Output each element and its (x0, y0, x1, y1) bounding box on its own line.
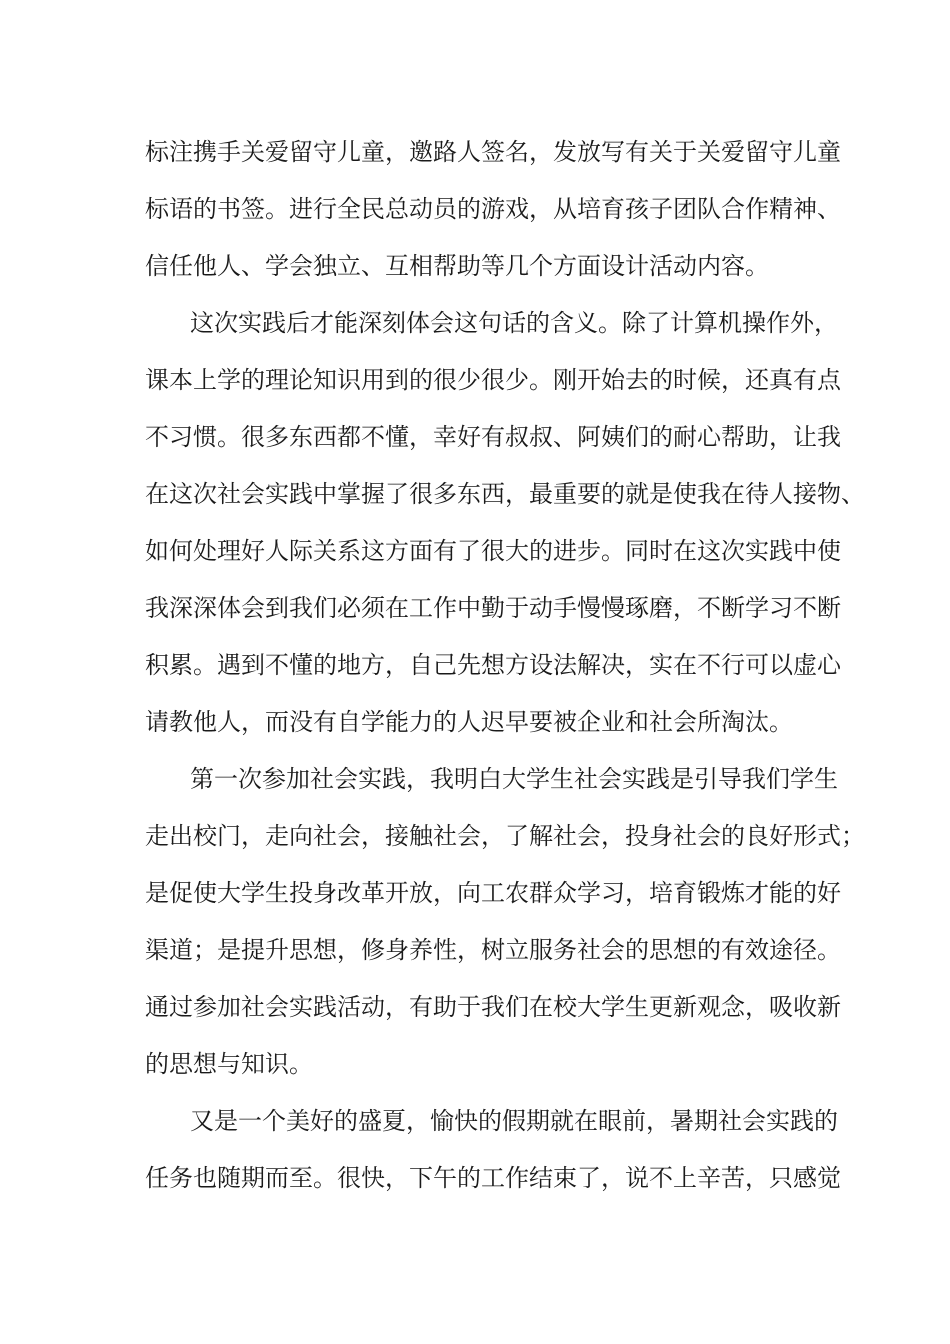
text-line: 如何处理好人际关系这方面有了很大的进步。同时在这次实践中使 (145, 537, 841, 565)
text-line: 信任他人、学会独立、互相帮助等几个方面设计活动内容。 (145, 252, 769, 280)
text-line: 的思想与知识。 (145, 1050, 313, 1078)
text-line: 第一次参加社会实践，我明白大学生社会实践是引导我们学生 (190, 765, 838, 793)
text-line: 标语的书签。进行全民总动员的游戏，从培育孩子团队合作精神、 (145, 195, 841, 223)
text-line: 这次实践后才能深刻体会这句话的含义。除了计算机操作外， (190, 309, 838, 337)
text-line: 我深深体会到我们必须在工作中勤于动手慢慢琢磨，不断学习不断 (145, 594, 841, 622)
text-line: 课本上学的理论知识用到的很少很少。刚开始去的时候，还真有点 (145, 366, 841, 394)
text-line: 走出校门，走向社会，接触社会，了解社会，投身社会的良好形式； (145, 822, 865, 850)
text-line: 任务也随期而至。很快，下午的工作结束了，说不上辛苦，只感觉 (145, 1164, 841, 1192)
text-line: 通过参加社会实践活动，有助于我们在校大学生更新观念，吸收新 (145, 993, 841, 1021)
text-line: 渠道；是提升思想，修身养性，树立服务社会的思想的有效途径。 (145, 936, 841, 964)
text-line: 在这次社会实践中掌握了很多东西，最重要的就是使我在待人接物、 (145, 480, 865, 508)
text-line: 又是一个美好的盛夏，愉快的假期就在眼前，暑期社会实践的 (190, 1107, 838, 1135)
text-line: 不习惯。很多东西都不懂，幸好有叔叔、阿姨们的耐心帮助，让我 (145, 423, 841, 451)
text-line: 是促使大学生投身改革开放，向工农群众学习，培育锻炼才能的好 (145, 879, 841, 907)
text-line: 标注携手关爱留守儿童，邀路人签名，发放写有关于关爱留守儿童 (145, 138, 841, 166)
text-line: 请教他人，而没有自学能力的人迟早要被企业和社会所淘汰。 (145, 708, 793, 736)
text-line: 积累。遇到不懂的地方，自己先想方设法解决，实在不行可以虚心 (145, 651, 841, 679)
